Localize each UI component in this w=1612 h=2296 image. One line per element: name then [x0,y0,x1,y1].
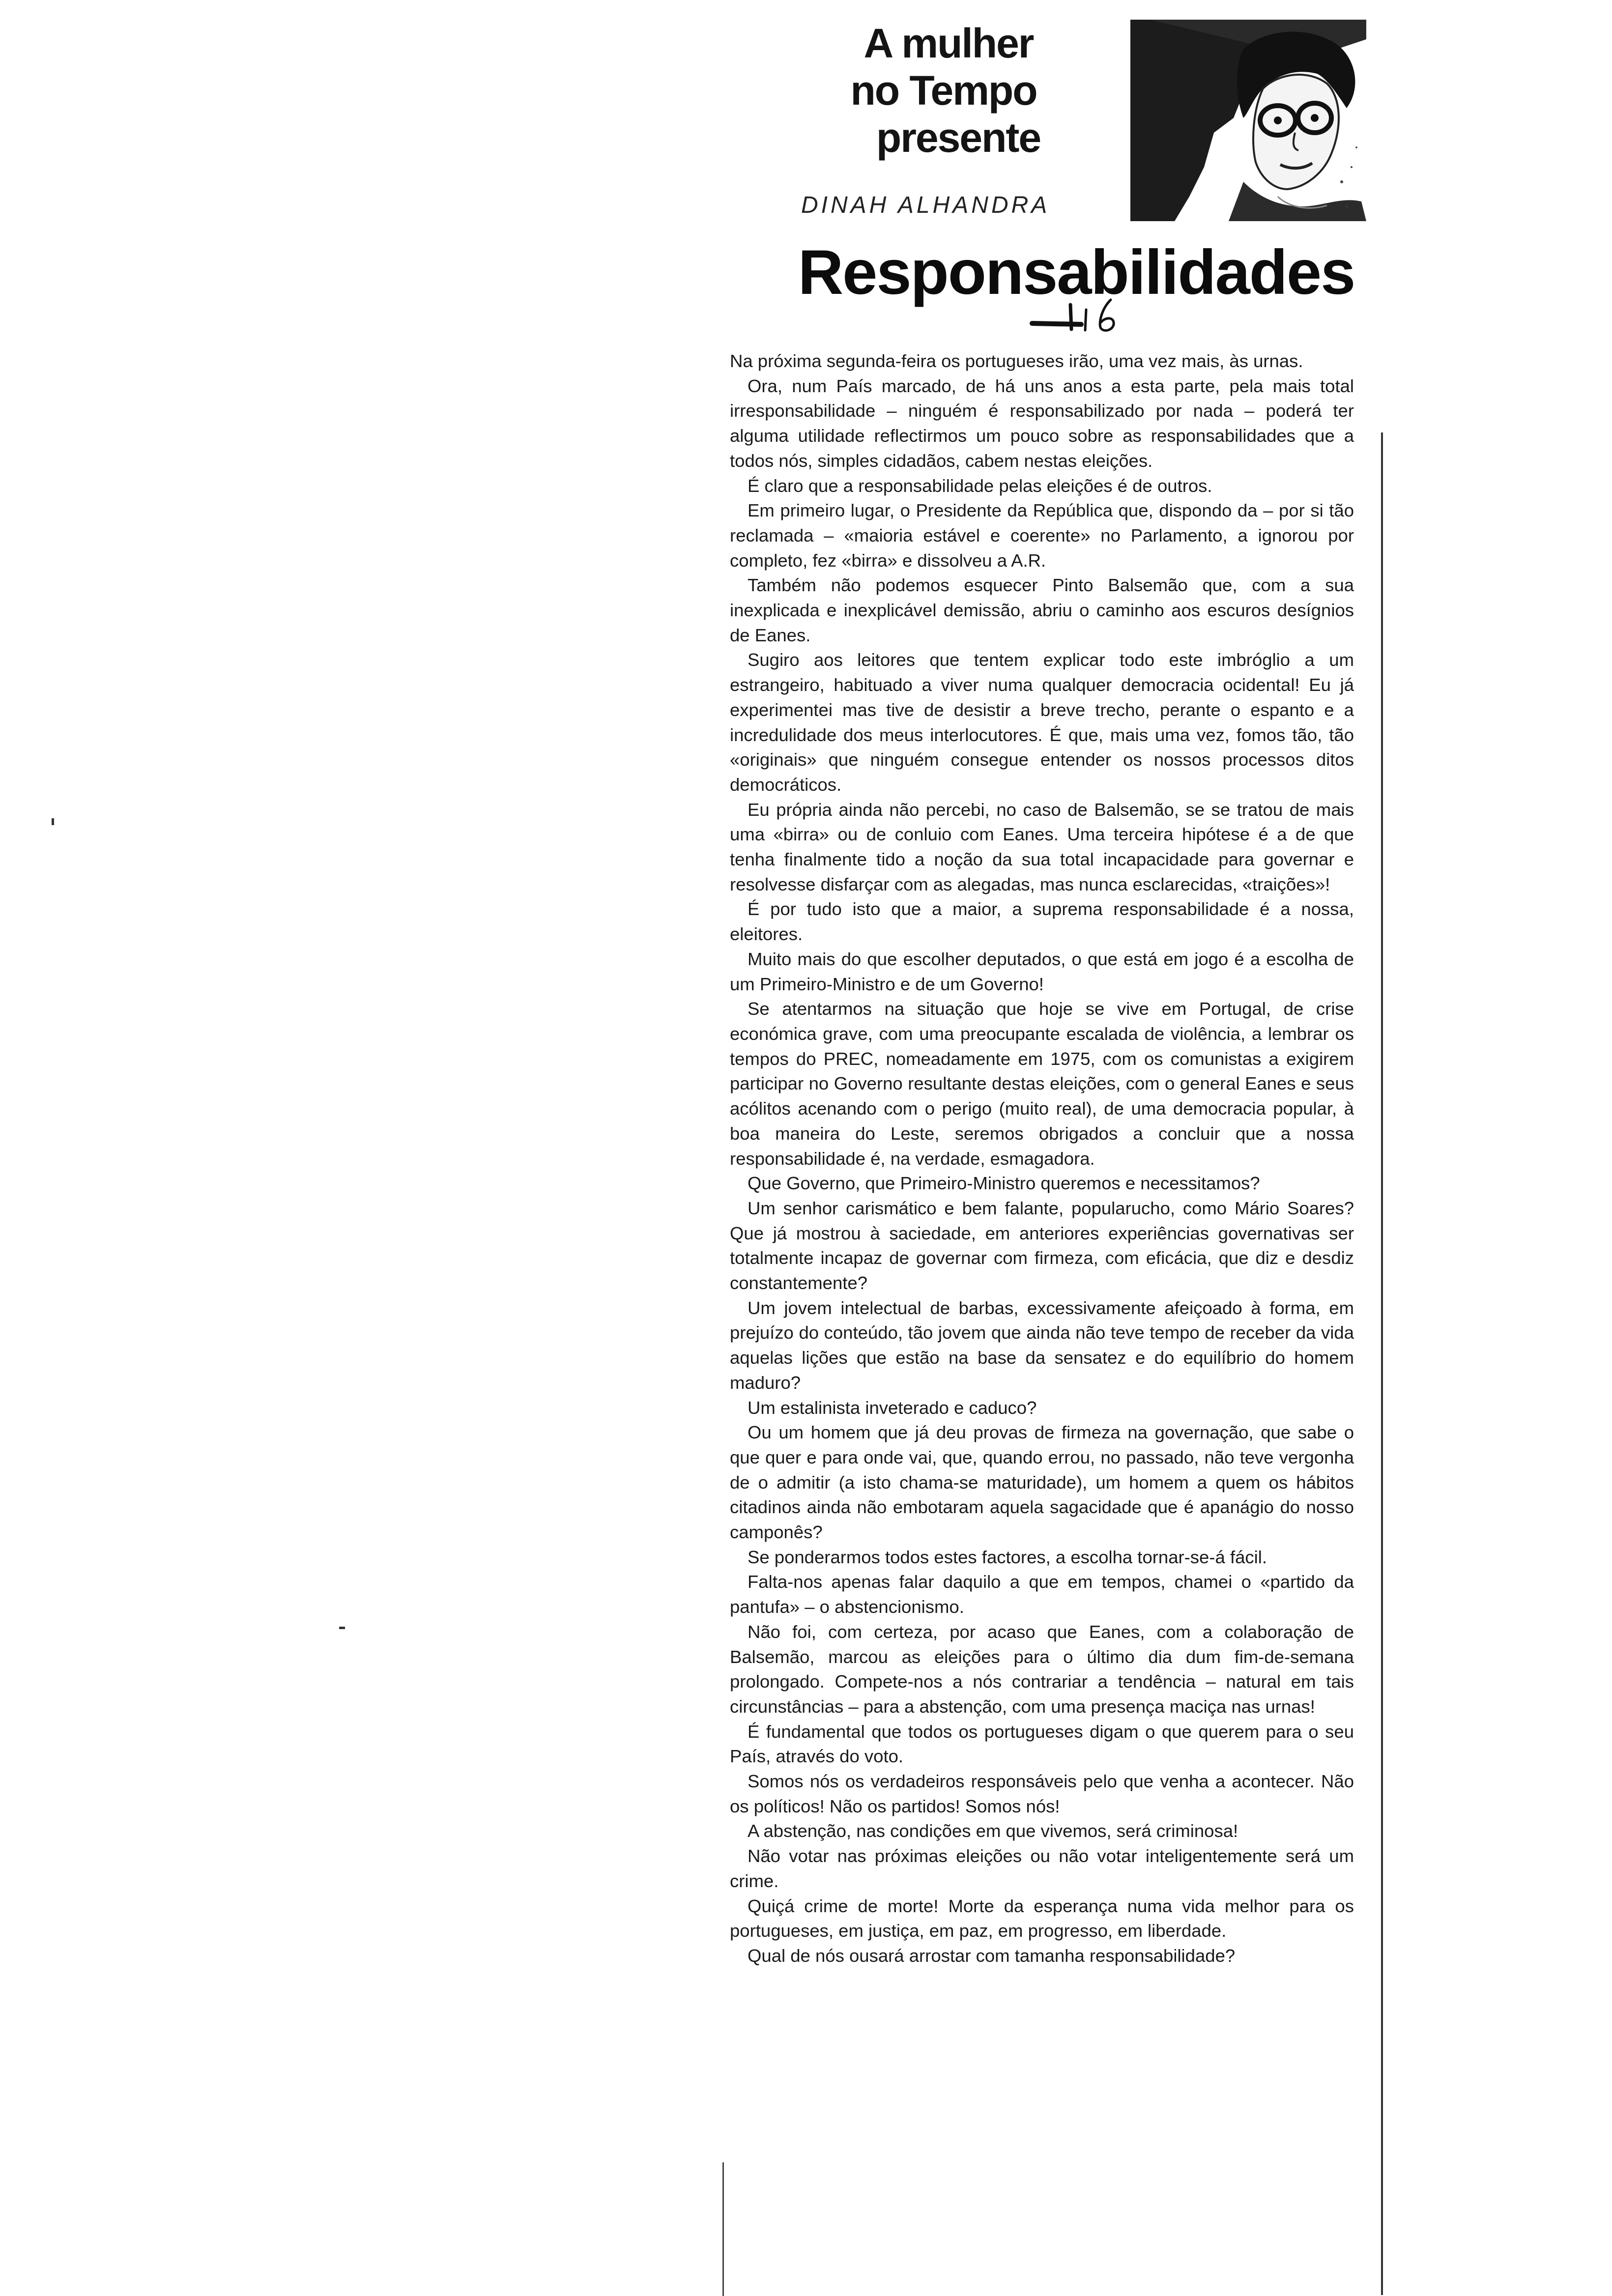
clipping-edge-right [1381,432,1383,2295]
article-paragraph: Na próxima segunda-feira os portugueses irão, uma vez mais, às urnas. [730,351,1303,371]
article-paragraph: É por tudo isto que a maior, a suprema responsabilidade é a nossa, eleitores. [730,899,1354,945]
article-paragraph: Ora, num País marcado, de há uns anos a esta parte, pela mais total irresponsabilidade – ninguém é responsabilizado por nada – poderá ter alguma utilidade reflectirmos um pouco sobre as responsabilidades que a todos nós, simples cidadãos, cabem nestas eleições. [730,375,1354,471]
handwritten-annotation [1027,295,1125,356]
article-paragraph: É claro que a responsabilidade pelas eleições é de outros. [748,475,1212,496]
article-paragraph: Não votar nas próximas eleições ou não votar inteligentemente será um crime. [730,1846,1354,1891]
article-paragraph: Um estalinista inveterado e caduco? [748,1397,1037,1418]
author-portrait [1130,20,1366,221]
author-byline: DINAH ALHANDRA [801,192,1050,218]
article-paragraph: Se atentarmos na situação que hoje se vive em Portugal, de crise económica grave, com uma preocupante escalada de violência, a lembrar os tempos do PREC, nomeadamente em 1975, com os comunistas a exigirem participar no Governo resultante destas eleições, com o general Eanes e seus acólitos acenando com o perigo (muito real), de uma democracia popular, à boa maneira do Leste, seremos obrigados a concluir que a nossa responsabilidade é, na verdade, esmagadora. [730,999,1354,1169]
article-paragraph: Ou um homem que já deu provas de firmeza na governação, que sabe o que quer e para onde vai, que, quando errou, no passado, não teve vergonha de o admitir (a isto chama-se maturidade), um homem a quem os hábitos citadinos ainda não embotaram aquela sagacidade que é apanágio do nosso camponês? [730,1422,1354,1543]
column-title-line: A mulher [864,20,1034,66]
article-body [730,349,1354,1969]
column-title [786,20,1101,161]
scan-speck [52,818,54,825]
article-paragraph: Um jovem intelectual de barbas, excessivamente afeiçoado à forma, em prejuízo do conteúdo, tão jovem que ainda não teve tempo de receber da vida aquelas lições que estão na base da sensatez e do equilíbrio do homem maduro? [730,1297,1354,1393]
clipping-edge-left [722,2162,724,2296]
article-paragraph: Em primeiro lugar, o Presidente da República que, dispondo da – por si tão reclamada – «maioria estável e coerente» no Parlamento, a ignorou por completo, fez «birra» e dissolveu a A.R. [730,500,1354,571]
article-paragraph: Que Governo, que Primeiro-Ministro queremos e necessitamos? [748,1173,1260,1194]
portrait-image [1130,20,1366,221]
column-header [786,20,1366,226]
article-paragraph: Eu própria ainda não percebi, no caso de Balsemão, se se tratou de mais uma «birra» ou de conluio com Eanes. Uma terceira hipótese é a de que tenha finalmente tido a noção da sua total incapacidade para governar e resolvesse disfarçar com as alegadas, mas nunca esclarecidas, «traições»! [730,799,1354,894]
column-title-line: no Tempo [850,67,1037,114]
article-paragraph: Somos nós os verdadeiros responsáveis pelo que venha a acontecer. Não os políticos! Não os partidos! Somos nós! [730,1771,1354,1816]
article-paragraph: É fundamental que todos os portugueses digam o que querem para o seu País, através do voto. [730,1721,1354,1767]
article-paragraph: A abstenção, nas condições em que vivemos, será criminosa! [748,1821,1238,1841]
article-paragraph: Não foi, com certeza, por acaso que Eanes, com a colaboração de Balsemão, marcou as eleições para o último dia dum fim-de-semana prolongado. Compete-nos a nós contrariar a tendência – natural em tais circunstâncias – para a abstenção, com uma presença maciça nas urnas! [730,1621,1354,1717]
article-paragraph: Se ponderarmos todos estes factores, a escolha tornar-se-á fácil. [748,1547,1267,1567]
article-paragraph: Muito mais do que escolher deputados, o que está em jogo é a escolha de um Primeiro-Ministro e de um Governo! [730,948,1354,994]
article-paragraph: Quiçá crime de morte! Morte da esperança numa vida melhor para os portugueses, em justiça, em paz, em progresso, em liberdade. [730,1895,1354,1941]
article-paragraph: Também não podemos esquecer Pinto Balsemão que, com a sua inexplicada e inexplicável demissão, abriu o caminho aos escuros desígnios de Eanes. [730,575,1354,645]
article-paragraph: Sugiro aos leitores que tentem explicar todo este imbróglio a um estrangeiro, habituado a viver numa qualquer democracia ocidental! Eu já experimentei mas tive de desistir a breve trecho, perante o espanto e a incredulidade dos meus interlocutores. É que, mais uma vez, fomos tão, tão «originais» que ninguém consegue entender os nossos processos ditos democráticos. [730,650,1354,795]
article-paragraph: Qual de nós ousará arrostar com tamanha responsabilidade? [748,1946,1236,1966]
column-title-line: presente [876,115,1041,161]
article-paragraph: Falta-nos apenas falar daquilo a que em tempos, chamei o «partido da pantufa» – o abstencionismo. [730,1572,1354,1617]
scan-speck [339,1627,345,1629]
article-headline: Responsabilidades [798,237,1355,308]
handwritten-mark-graphic [1027,295,1125,354]
article-paragraph: Um senhor carismático e bem falante, popularucho, como Mário Soares? Que já mostrou à saciedade, em anteriores experiências governativas ser totalmente incapaz de governar com firmeza, com eficácia, que diz e desdiz constantemente? [730,1198,1354,1293]
newspaper-clipping [722,0,1386,2296]
